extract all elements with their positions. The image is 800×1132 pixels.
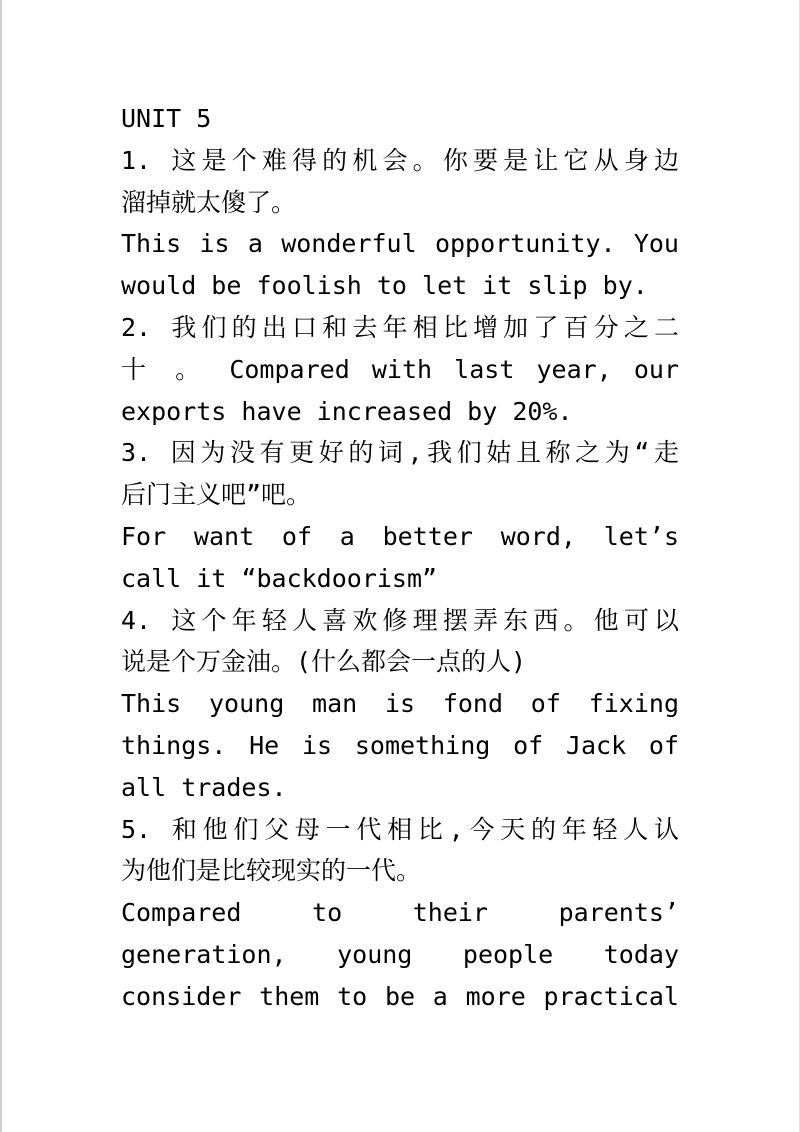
item-1-chinese-line-1: 1. 这是个难得的机会。你要是让它从身边	[121, 145, 679, 175]
item-1-english-line-1: This is a wonderful opportunity. You	[121, 229, 679, 259]
item-4-chinese-line-2: 说是个万金油。(什么都会一点的人)	[121, 647, 527, 677]
item-4-english-line-3: all trades.	[121, 772, 287, 802]
page-left-border	[0, 0, 2, 1132]
item-2-mixed-line-2: 十 。 Compared with last year, our	[121, 354, 679, 384]
item-5-english-line-2: generation, young people today	[121, 939, 679, 969]
item-5-english-line-3: consider them to be a more practical	[121, 981, 679, 1011]
item-5-chinese-line-1: 5. 和他们父母一代相比,今天的年轻人认	[121, 814, 679, 844]
item-3-english-line-1: For want of a better word, let’s	[121, 521, 679, 551]
item-4-english-line-1: This young man is fond of fixing	[121, 689, 679, 719]
item-1-chinese-line-2: 溜掉就太傻了。	[121, 187, 297, 217]
item-2-chinese-line-1: 2. 我们的出口和去年相比增加了百分之二	[121, 312, 679, 342]
item-1-english-line-2: would be foolish to let it slip by.	[121, 271, 648, 301]
item-4-chinese-line-1: 4. 这个年轻人喜欢修理摆弄东西。他可以	[121, 605, 679, 635]
item-3-chinese-line-1: 3. 因为没有更好的词,我们姑且称之为“走	[121, 438, 679, 468]
document-body	[121, 98, 679, 1018]
item-5-chinese-line-2: 为他们是比较现实的一代。	[121, 856, 422, 886]
unit-title: UNIT 5	[121, 104, 212, 133]
item-5-english-line-1: Compared to their parents’	[121, 898, 679, 928]
item-4-english-line-2: things. He is something of Jack of	[121, 730, 679, 760]
item-3-english-line-2: call it “backdoorism”	[121, 563, 438, 593]
item-3-chinese-line-2: 后门主义吧”吧。	[121, 480, 312, 510]
item-2-english-line-3: exports have increased by 20%.	[121, 396, 573, 426]
